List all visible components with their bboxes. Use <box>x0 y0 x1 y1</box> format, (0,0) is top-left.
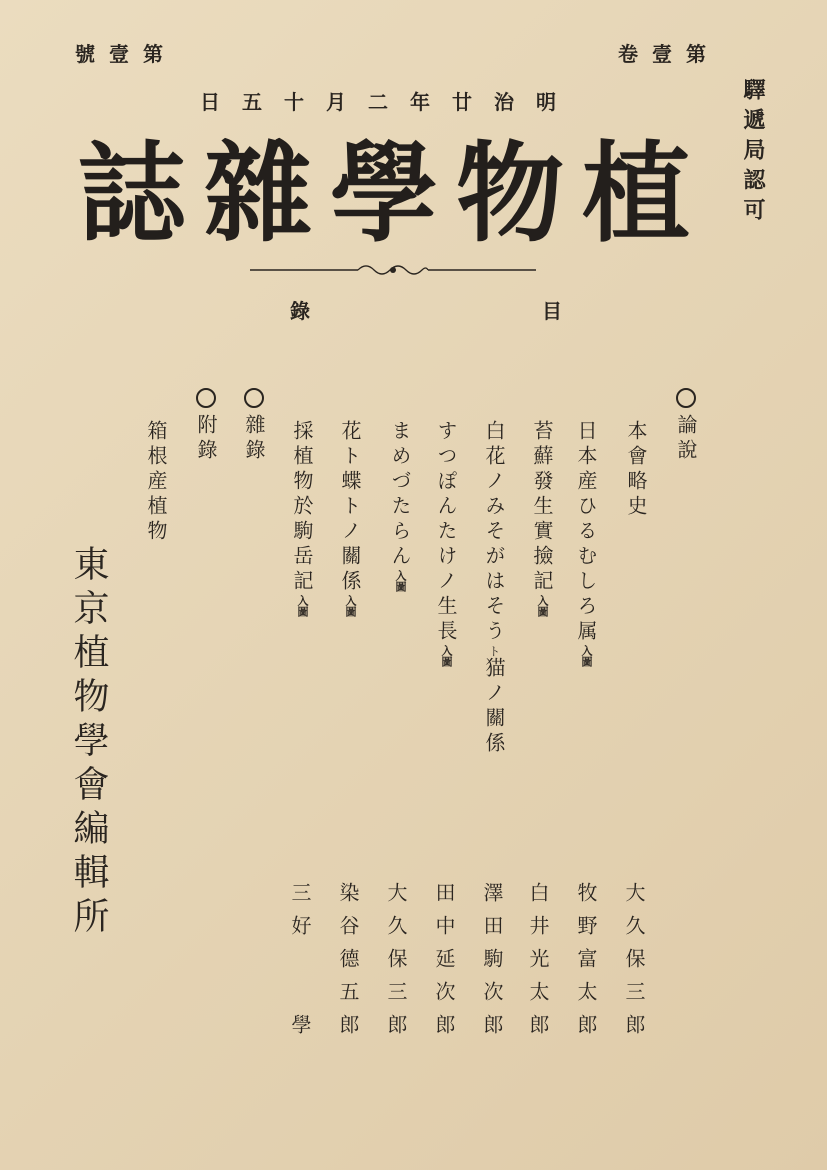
toc-entry-5 <box>436 420 456 667</box>
toc-entry-2 <box>576 420 596 667</box>
entry-title: 日本産ひるむしろ属 <box>574 420 598 645</box>
figure-note: 入圖 <box>344 595 357 617</box>
figure-note: 入圖 <box>394 570 407 592</box>
issue-number: 號壹第 <box>75 42 177 66</box>
author-6: 大久保三郎 <box>384 882 408 1047</box>
toc-entry-7 <box>340 420 360 617</box>
author-3: 白井光太郎 <box>526 882 550 1047</box>
publication-date: 日五十月二年廿治明 <box>200 90 578 114</box>
entry-title-cont: 猫ノ關係 <box>482 657 506 757</box>
author-4: 澤田駒次郎 <box>480 882 504 1047</box>
circle-bullet-icon <box>676 388 696 408</box>
section-label: 雜錄 <box>242 414 266 464</box>
author-8: 三好 學 <box>288 882 312 1047</box>
toc-section-ronsetsu <box>676 388 696 464</box>
toc-entry-4 <box>484 420 504 757</box>
postal-approval-note: 驛遞局認可 <box>740 78 766 228</box>
author-1: 大久保三郎 <box>622 882 646 1047</box>
section-label: 論說 <box>674 414 698 464</box>
entry-particle: ト <box>487 645 501 657</box>
circle-bullet-icon <box>244 388 264 408</box>
figure-note: 入圖 <box>296 595 309 617</box>
section-label: 附錄 <box>194 414 218 464</box>
entry-title: すつぽんたけノ生長 <box>434 420 458 645</box>
toc-section-zatsuroku <box>244 388 264 464</box>
entry-title: 花ト蝶トノ關係 <box>338 420 362 595</box>
circle-bullet-icon <box>196 388 216 408</box>
toc-entry-3 <box>532 420 552 617</box>
figure-note: 入圖 <box>580 645 593 667</box>
volume-number: 卷壹第 <box>618 42 720 66</box>
figure-note: 入圖 <box>440 645 453 667</box>
ornamental-divider <box>248 260 538 282</box>
toc-entry-8 <box>292 420 312 617</box>
toc-entry-6 <box>390 420 410 592</box>
author-7: 染谷德五郎 <box>336 882 360 1047</box>
contents-heading: 目 錄 <box>290 299 578 323</box>
publisher-name: 東京植物學會編輯所 <box>68 545 109 941</box>
author-5: 田中延次郎 <box>432 882 456 1047</box>
toc-section-furoku <box>196 388 216 464</box>
author-2: 牧野富太郎 <box>574 882 598 1047</box>
entry-title: 白花ノみそがはそう <box>482 420 506 645</box>
figure-note: 入圖 <box>536 595 549 617</box>
toc-entry-1: 本會略史 <box>624 420 648 520</box>
toc-entry-9: 箱根産植物 <box>144 420 168 545</box>
entry-title: 苔蘚發生實撿記 <box>530 420 554 595</box>
entry-title: 採植物於駒岳記 <box>290 420 314 595</box>
magazine-title: 誌雜學物植 <box>78 131 709 257</box>
entry-title: まめづたらん <box>388 420 412 570</box>
